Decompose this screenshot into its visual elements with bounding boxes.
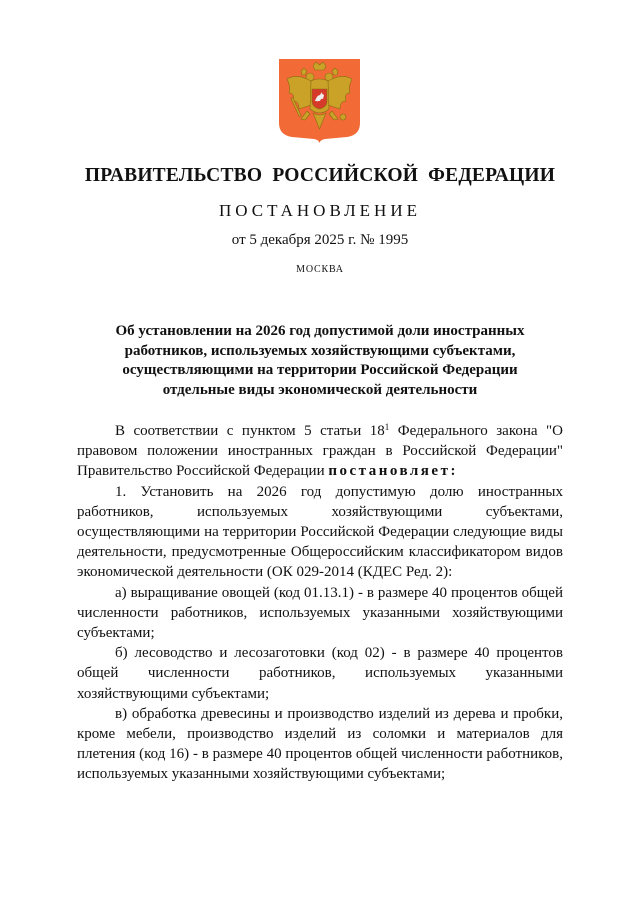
preamble-paragraph (77, 421, 563, 482)
preamble-text-b: Федерального закона "О правовом положении иностранных граждан в Российской Федерации" Правительство Российской Федерации (77, 423, 563, 480)
item-a-paragraph: а) выращивание овощей (код 01.13.1) - в размере 40 процентов общей численности работников, используемых указанными хозяйствующими субъектами; (77, 584, 563, 642)
title-line: работников, используемых хозяйствующими субъектами, (124, 342, 516, 359)
russian-coat-of-arms-icon (277, 57, 362, 143)
document-title (80, 322, 560, 400)
article-superscript: 1 (384, 422, 390, 432)
title-line: осуществляющими на территории Российской Федерации (122, 362, 518, 378)
decree-word: постановляет: (328, 463, 458, 480)
preamble-text-a: В соответствии с пунктом 5 статьи 18 (115, 423, 385, 439)
item-c-paragraph: в) обработка древесины и производство изделий из дерева и пробки, кроме мебели, производство изделий из соломки и материалов для плетения (код 16) - в размере 40 процентов общей численности работников, используемых указанными хозяйствующими субъектами; (77, 705, 563, 783)
title-line: отдельные виды экономической деятельности (162, 381, 478, 398)
item-1-paragraph: 1. Установить на 2026 год допустимую долю иностранных работников, используемых хозяйствующими субъектами, осуществляющими на территории Российской Федерации следующие виды деятельности, предусмотренные Общероссийским классификатором видов экономической деятельности (ОК 029-2014 (КДЕС Ред. 2): (77, 483, 563, 581)
document-body (77, 421, 563, 785)
document-city: МОСКВА (296, 264, 344, 275)
document-date-number: от 5 декабря 2025 г. № 1995 (231, 232, 409, 248)
government-name: ПРАВИТЕЛЬСТВО РОССИЙСКОЙ ФЕДЕРАЦИИ (84, 165, 556, 186)
document-type: ПОСТАНОВЛЕНИЕ (218, 201, 421, 220)
item-b-paragraph: б) лесоводство и лесозаготовки (код 02) - в размере 40 процентов общей численности работников, используемых указанными хозяйствующими субъектами; (77, 645, 563, 702)
title-line: Об установлении на 2026 год допустимой доли иностранных (115, 323, 525, 339)
